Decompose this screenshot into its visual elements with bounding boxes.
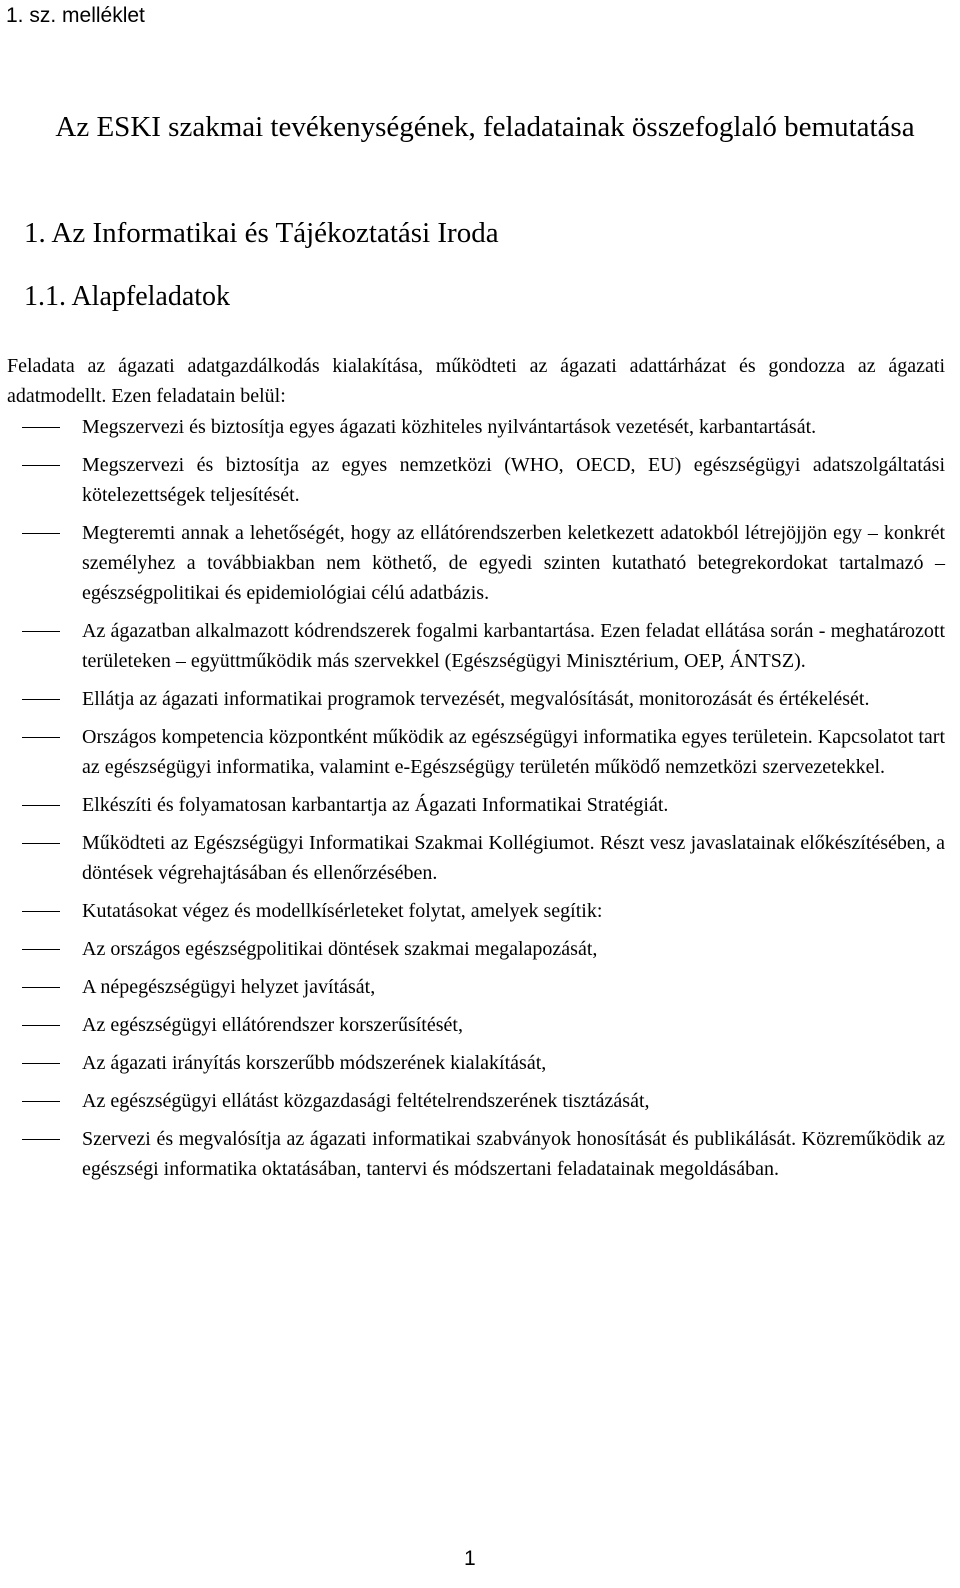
list-item-text: Megszervezi és biztosítja egyes ágazati közhiteles nyilvántartások vezetését, karbantartását. xyxy=(82,416,817,438)
document-title: Az ESKI szakmai tevékenységének, feladatainak összefoglaló bemutatása xyxy=(55,111,915,143)
list-item xyxy=(0,828,945,888)
list-item-text: Működteti az Egészségügyi Informatikai Szakmai Kollégiumot. Részt vesz javaslatainak előkészítésében, a döntések végrehajtásában és ellenőrzésében. xyxy=(82,832,945,884)
dash-bullet-icon xyxy=(22,1063,60,1064)
list-item xyxy=(0,1124,945,1184)
list-item xyxy=(0,616,945,676)
list-item-text: Az egészségügyi ellátást közgazdasági feltételrendszerének tisztázását, xyxy=(82,1090,650,1112)
list-item-text: Az országos egészségpolitikai döntések szakmai megalapozását, xyxy=(82,938,598,960)
list-item xyxy=(0,934,945,964)
list-item xyxy=(0,518,945,608)
dash-bullet-icon xyxy=(22,911,60,912)
list-item xyxy=(0,972,945,1002)
subsection-heading: 1.1. Alapfeladatok xyxy=(24,281,231,312)
dash-bullet-icon xyxy=(22,737,60,738)
dash-bullet-icon xyxy=(22,465,60,466)
list-item-text: Megteremti annak a lehetőségét, hogy az ellátórendszerben keletkezett adatokból létrejöjjön egy – konkrét személyhez a továbbiakban nem köthető, de egyedi szinten kutatható betegrekordokat tartalmazó – egészségpolitikai és epidemiológiai célú adatbázis. xyxy=(82,522,945,604)
dash-bullet-icon xyxy=(22,1139,60,1140)
list-item-text: Megszervezi és biztosítja az egyes nemzetközi (WHO, OECD, EU) egészségügyi adatszolgáltatási kötelezettségek teljesítését. xyxy=(82,454,945,506)
page-number: 1 xyxy=(464,1547,476,1570)
list-item-text: Az ágazati irányítás korszerűbb módszerének kialakítását, xyxy=(82,1052,547,1074)
list-item-text: Kutatásokat végez és modellkísérleteket folytat, amelyek segítik: xyxy=(82,900,603,922)
list-item-text: A népegészségügyi helyzet javítását, xyxy=(82,976,376,998)
dash-bullet-icon xyxy=(22,949,60,950)
list-item xyxy=(0,1048,945,1078)
list-item xyxy=(0,412,945,442)
list-item-text: Elkészíti és folyamatosan karbantartja az Ágazati Informatikai Stratégiát. xyxy=(82,794,669,816)
list-item-text: Szervezi és megvalósítja az ágazati informatikai szabványok honosítását és publikálását. Közreműködik az egészségi informatika oktatásában, tantervi és módszertani feladatainak megoldásában. xyxy=(82,1128,945,1180)
section-heading: 1. Az Informatikai és Tájékoztatási Iroda xyxy=(24,217,499,249)
dash-bullet-icon xyxy=(22,533,60,534)
list-item-text: Országos kompetencia központként működik az egészségügyi informatika egyes területein. Kapcsolatot tart az egészségügyi informatika, valamint e-Egészségügy területén működő nemzetközi szervezetekkel. xyxy=(82,726,945,778)
list-item xyxy=(0,722,945,782)
list-item xyxy=(0,1086,945,1116)
dash-bullet-icon xyxy=(22,427,60,428)
dash-bullet-icon xyxy=(22,843,60,844)
dash-bullet-icon xyxy=(22,1025,60,1026)
dash-bullet-icon xyxy=(22,805,60,806)
annex-label: 1. sz. melléklet xyxy=(6,4,145,27)
intro-paragraph: Feladata az ágazati adatgazdálkodás kialakítása, működteti az ágazati adattárházat és gondozza az ágazati adatmodellt. Ezen feladatain belül: xyxy=(7,355,945,407)
list-item-text: Az egészségügyi ellátórendszer korszerűsítését, xyxy=(82,1014,463,1036)
dash-bullet-icon xyxy=(22,987,60,988)
list-item xyxy=(0,1010,945,1040)
list-item xyxy=(0,684,945,714)
dash-bullet-icon xyxy=(22,631,60,632)
task-list xyxy=(0,412,945,1192)
list-item-text: Az ágazatban alkalmazott kódrendszerek fogalmi karbantartása. Ezen feladat ellátása során - meghatározott területeken – együttműködik más szervekkel (Egészségügyi Minisztérium, OEP, ÁNTSZ). xyxy=(82,620,945,672)
list-item xyxy=(0,790,945,820)
list-item xyxy=(0,450,945,510)
list-item-text: Ellátja az ágazati informatikai programok tervezését, megvalósítását, monitorozását és értékelését. xyxy=(82,688,870,710)
dash-bullet-icon xyxy=(22,1101,60,1102)
dash-bullet-icon xyxy=(22,699,60,700)
list-item xyxy=(0,896,945,926)
